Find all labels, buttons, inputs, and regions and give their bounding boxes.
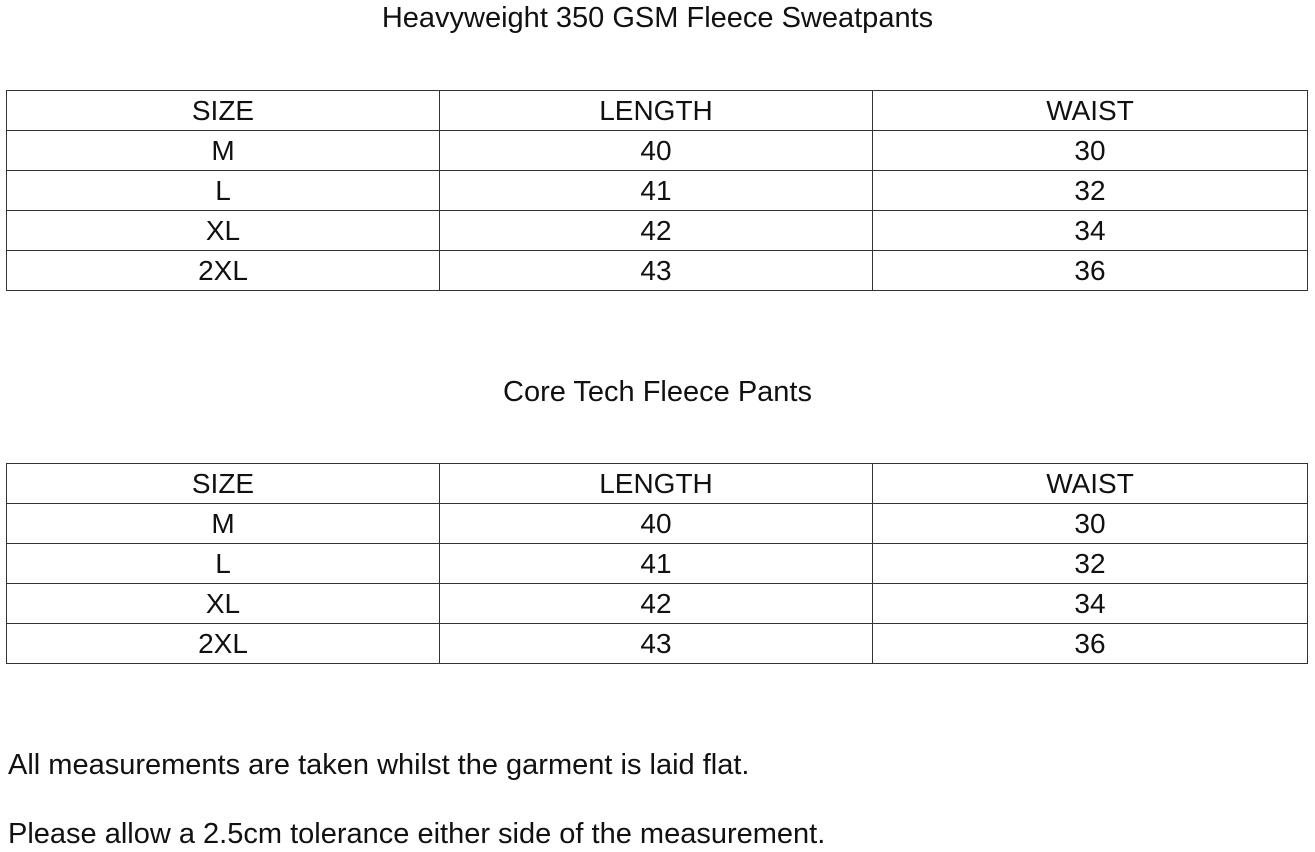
size-column-header: SIZE xyxy=(7,91,440,131)
waist-column-header: WAIST xyxy=(873,91,1308,131)
size-cell: 2XL xyxy=(7,624,440,664)
sweatpants-size-table xyxy=(6,90,1308,291)
size-cell: M xyxy=(7,131,440,171)
length-cell: 41 xyxy=(440,544,873,584)
length-cell: 42 xyxy=(440,211,873,251)
tolerance-note: Please allow a 2.5cm tolerance either side of the measurement. xyxy=(8,818,826,850)
size-cell: L xyxy=(7,171,440,211)
tech-fleece-size-table xyxy=(6,463,1308,664)
tech-fleece-table-title: Core Tech Fleece Pants xyxy=(503,376,812,408)
size-cell: M xyxy=(7,504,440,544)
table-row xyxy=(7,251,1308,291)
waist-cell: 34 xyxy=(873,584,1308,624)
waist-cell: 30 xyxy=(873,131,1308,171)
measurement-method-note: All measurements are taken whilst the garment is laid flat. xyxy=(8,749,750,781)
length-cell: 43 xyxy=(440,251,873,291)
table-header-row xyxy=(7,464,1308,504)
size-cell: L xyxy=(7,544,440,584)
sweatpants-table-title: Heavyweight 350 GSM Fleece Sweatpants xyxy=(381,2,934,34)
size-cell: XL xyxy=(7,584,440,624)
waist-column-header: WAIST xyxy=(873,464,1308,504)
length-column-header: LENGTH xyxy=(440,464,873,504)
waist-cell: 32 xyxy=(873,544,1308,584)
length-cell: 43 xyxy=(440,624,873,664)
waist-cell: 30 xyxy=(873,504,1308,544)
waist-cell: 36 xyxy=(873,251,1308,291)
length-cell: 42 xyxy=(440,584,873,624)
length-cell: 40 xyxy=(440,131,873,171)
table-row xyxy=(7,584,1308,624)
size-column-header: SIZE xyxy=(7,464,440,504)
waist-cell: 32 xyxy=(873,171,1308,211)
table-row xyxy=(7,171,1308,211)
length-column-header: LENGTH xyxy=(440,91,873,131)
table-row xyxy=(7,211,1308,251)
size-cell: 2XL xyxy=(7,251,440,291)
table-header-row xyxy=(7,91,1308,131)
table-row xyxy=(7,131,1308,171)
table-row xyxy=(7,624,1308,664)
table-row xyxy=(7,504,1308,544)
length-cell: 40 xyxy=(440,504,873,544)
waist-cell: 36 xyxy=(873,624,1308,664)
length-cell: 41 xyxy=(440,171,873,211)
size-cell: XL xyxy=(7,211,440,251)
waist-cell: 34 xyxy=(873,211,1308,251)
table-row xyxy=(7,544,1308,584)
